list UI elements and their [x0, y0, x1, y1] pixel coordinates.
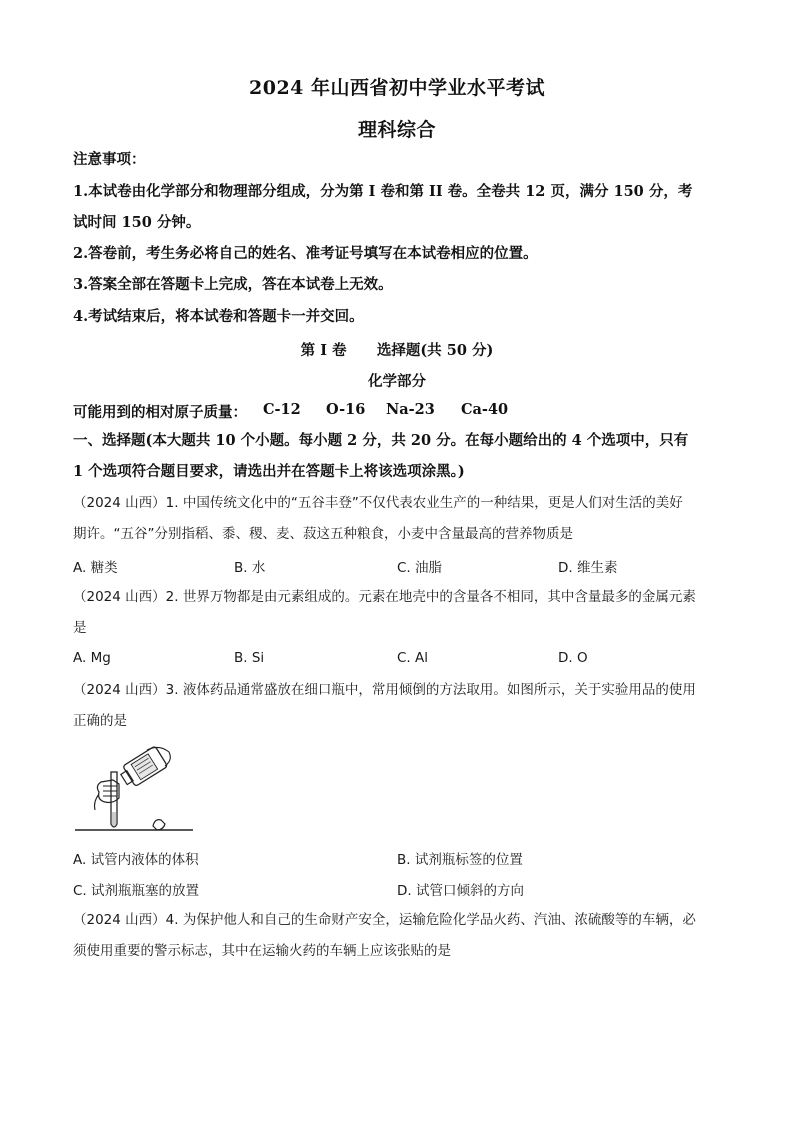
notice-item: 2.答卷前，考生务必将自己的姓名、准考证号填写在本试卷相应的位置。	[73, 245, 538, 262]
question-4-text: 须使用重要的警示标志，其中在运输火药的车辆上应该张贴的是	[73, 943, 451, 959]
volume-heading: 第 I 卷 选择题(共 50 分)	[300, 342, 494, 359]
notice-item: 3.答案全部在答题卡上完成，答在本试卷上无效。	[73, 276, 393, 293]
question-1-option-d: D. 维生素	[558, 560, 618, 576]
reagent-bottle-icon	[118, 746, 168, 790]
atomic-mass-label: 可能用到的相对原子质量：	[73, 404, 247, 421]
notice-item: 4.考试结束后，将本试卷和答题卡一并交回。	[73, 308, 364, 325]
question-2-text: （2024 山西）2. 世界万物都是由元素组成的。元素在地壳中的含量各不相同，其中含量最多的金属元素	[73, 589, 696, 605]
exam-subtitle: 理科综合	[357, 119, 436, 141]
instructions-line: 一、选择题(本大题共 10 个小题。每小题 2 分，共 20 分。在每小题给出的 4 个选项中，只有	[73, 432, 689, 449]
question-1-option-a: A. 糖类	[73, 560, 118, 576]
question-3-option-c: C. 试剂瓶瓶塞的放置	[73, 883, 200, 899]
question-4-text: （2024 山西）4. 为保护他人和自己的生命财产安全，运输危险化学品火药、汽油、浓硫酸等的车辆，必	[73, 912, 696, 928]
exam-title: 2024 年山西省初中学业水平考试	[249, 77, 545, 99]
question-1-text: 期许。“五谷”分别指稻、黍、稷、麦、菽这五种粮食，小麦中含量最高的营养物质是	[73, 526, 573, 542]
question-2-option-b: B. Si	[234, 650, 265, 666]
question-1-text: （2024 山西）1. 中国传统文化中的“五谷丰登”不仅代表农业生产的一种结果，更是人们对生活的美好	[73, 495, 683, 511]
atomic-mass-value: Na-23	[386, 401, 435, 418]
atomic-mass-value: O-16	[326, 401, 366, 418]
part-heading: 化学部分	[368, 373, 426, 390]
atomic-mass-value: Ca-40	[461, 401, 509, 418]
notice-item: 试时间 150 分钟。	[73, 214, 201, 231]
question-1-option-b: B. 水	[234, 560, 266, 576]
question-2-text: 是	[73, 620, 87, 636]
instructions-line: 1 个选项符合题目要求，请选出并在答题卡上将该选项涂黑。)	[73, 463, 465, 480]
question-3-text: 正确的是	[73, 713, 127, 729]
question-1-option-c: C. 油脂	[397, 560, 443, 576]
question-2-option-a: A. Mg	[73, 650, 111, 666]
question-3-option-b: B. 试剂瓶标签的位置	[397, 852, 523, 868]
question-3-text: （2024 山西）3. 液体药品通常盛放在细口瓶中，常用倾倒的方法取用。如图所示，关于实验用品的使用	[73, 682, 696, 698]
pouring-liquid-figure	[73, 742, 197, 834]
question-2-option-c: C. Al	[397, 650, 428, 666]
question-2-option-d: D. O	[558, 650, 588, 666]
notice-heading: 注意事项：	[73, 151, 146, 168]
stopper-icon	[153, 820, 165, 830]
notice-item: 1.本试卷由化学部分和物理部分组成，分为第 I 卷和第 II 卷。全卷共 12 页，满分 150 分，考	[73, 183, 693, 200]
question-3-option-a: A. 试管内液体的体积	[73, 852, 199, 868]
hand-icon	[95, 780, 120, 810]
question-3-option-d: D. 试管口倾斜的方向	[397, 883, 524, 899]
atomic-mass-value: C-12	[263, 401, 301, 418]
